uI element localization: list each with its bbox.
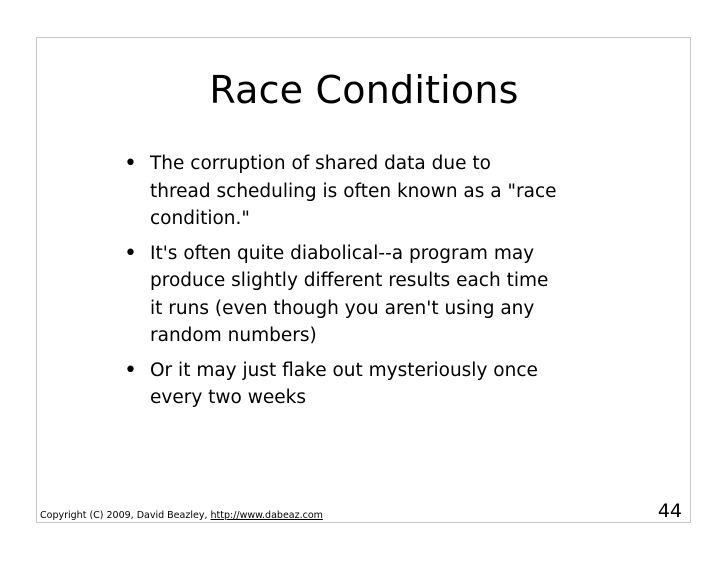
bullet-text: It's often quite diabolical--a program may produce slightly different results each time it runs (even though you aren't using any random numbers) [150,242,549,346]
bullet-item [124,240,624,350]
bullet-list [124,150,624,419]
copyright-text: Copyright (C) 2009, David Beazley, [40,510,208,521]
website-link[interactable]: http://www.dabeaz.com [210,510,323,521]
bullet-text: The corruption of shared data due to thread scheduling is often known as a "race condition." [150,153,557,229]
bullet-item [124,357,624,412]
page-number: 44 [657,500,682,522]
bullet-item [124,150,624,233]
slide-title: Race Conditions [209,68,519,112]
bullet-icon: • [124,240,137,266]
footer-copyright [40,510,323,521]
bullet-text: Or it may just flake out mysteriously once every two weeks [150,359,538,408]
bullet-icon: • [124,357,137,383]
bullet-icon: • [124,151,137,176]
